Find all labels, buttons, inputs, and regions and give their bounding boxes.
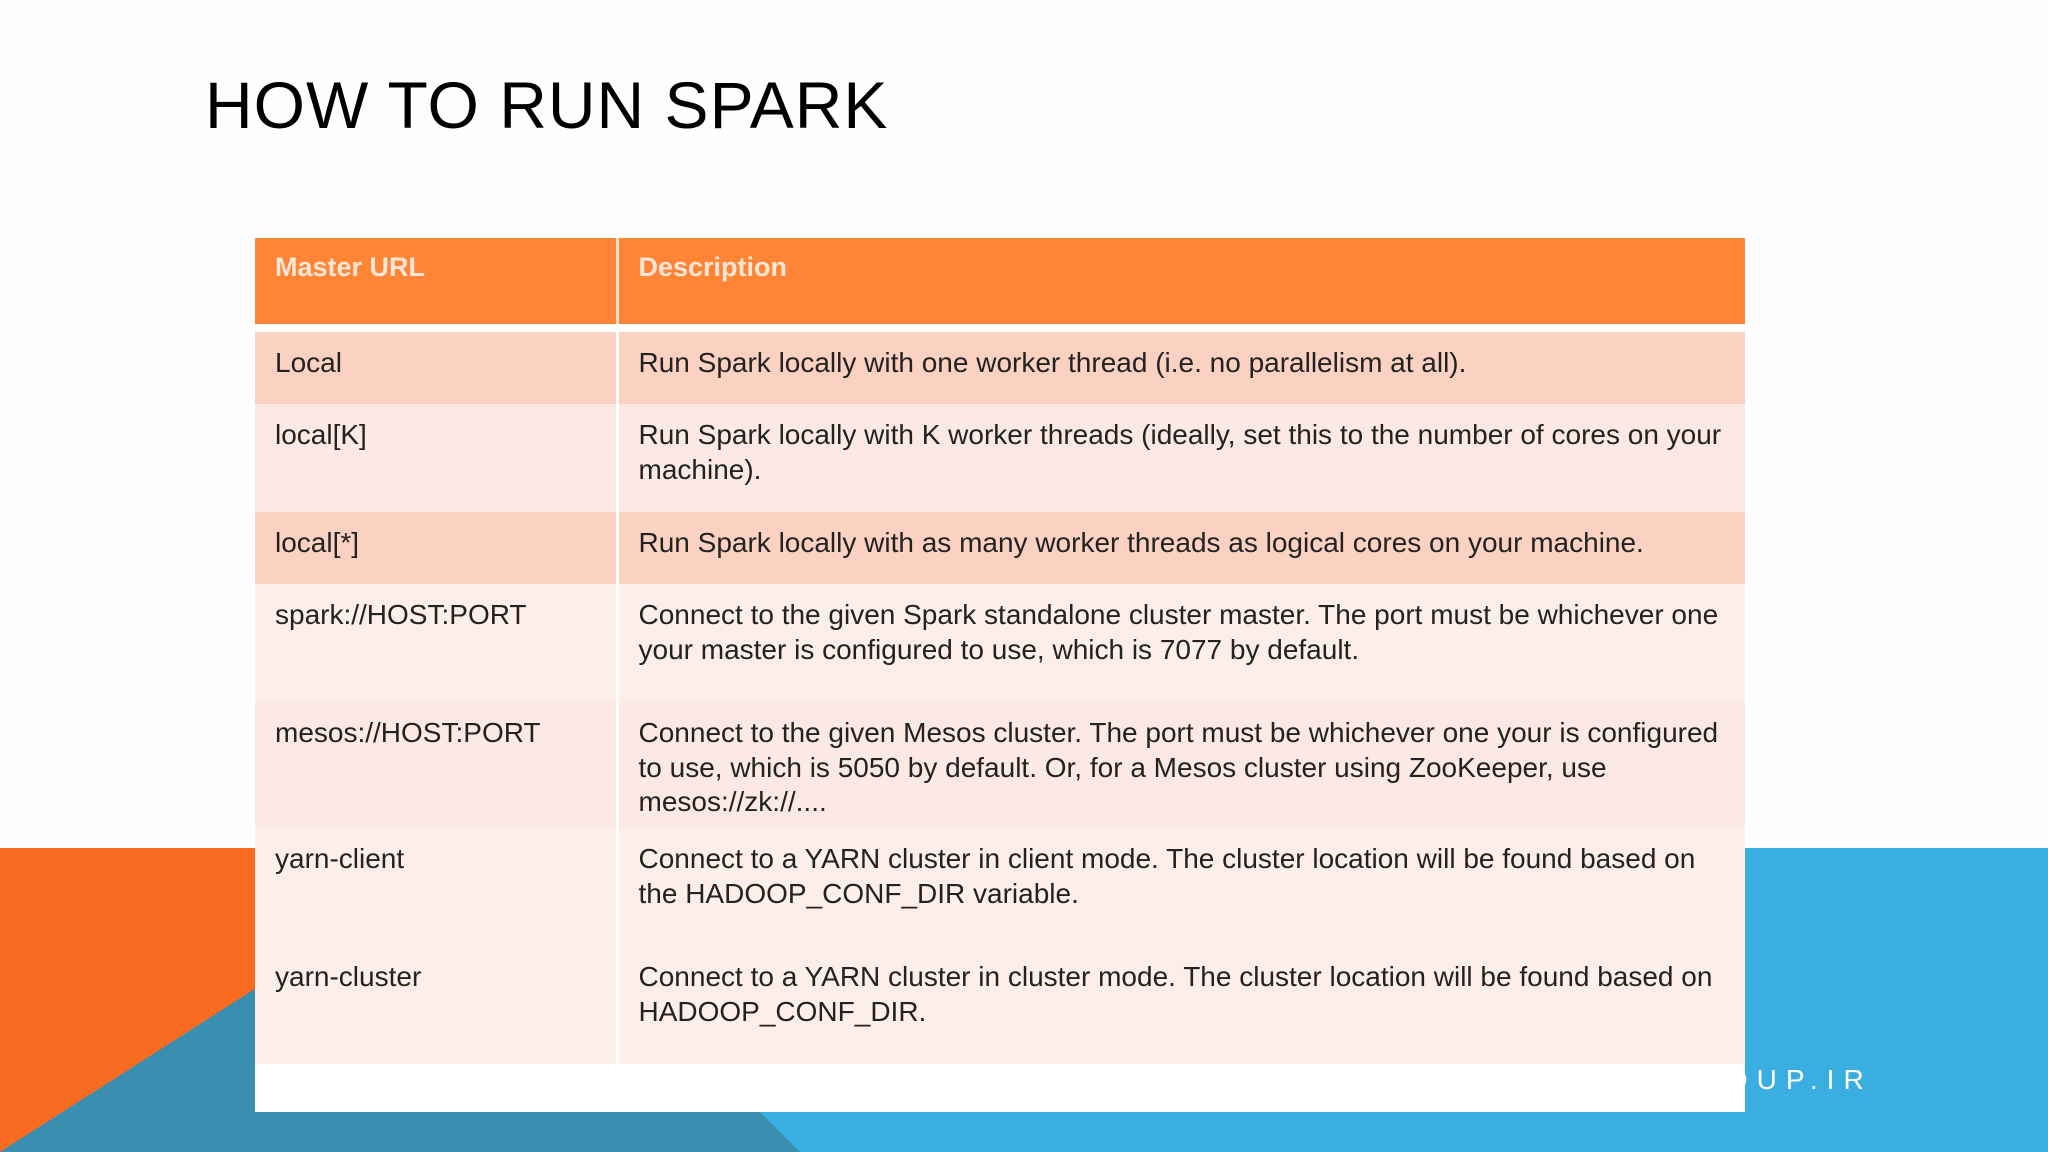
master-url-cell: local[K] (255, 404, 617, 512)
watermark-text: BIGDATAWORKGROUP.IR (1362, 1064, 1873, 1095)
column-header-description: Description (617, 238, 1745, 328)
table-row (255, 828, 1745, 946)
page-title: HOW TO RUN SPARK (205, 68, 889, 142)
blue-right-shape (1745, 848, 2048, 1152)
table-row (255, 404, 1745, 512)
column-header-master-url: Master URL (255, 238, 617, 328)
table-row (255, 512, 1745, 584)
master-url-cell: yarn-cluster (255, 946, 617, 1064)
master-url-cell: Local (255, 328, 617, 404)
description-cell: Run Spark locally with as many worker threads as logical cores on your machine. (617, 512, 1745, 584)
master-url-cell: mesos://HOST:PORT (255, 702, 617, 828)
table-row (255, 702, 1745, 828)
table-row (255, 328, 1745, 404)
table-header-row (255, 238, 1745, 328)
master-url-cell: yarn-client (255, 828, 617, 946)
description-cell: Connect to a YARN cluster in client mode. The cluster location will be found based on the HADOOP_CONF_DIR variable. (617, 828, 1745, 946)
description-cell: Run Spark locally with one worker thread (i.e. no parallelism at all). (617, 328, 1745, 404)
description-cell: Connect to a YARN cluster in cluster mode. The cluster location will be found based on HADOOP_CONF_DIR. (617, 946, 1745, 1064)
table-row (255, 584, 1745, 702)
master-url-table (255, 238, 1745, 1064)
master-url-cell: local[*] (255, 512, 617, 584)
table-row (255, 946, 1745, 1064)
master-url-cell: spark://HOST:PORT (255, 584, 617, 702)
description-cell: Run Spark locally with K worker threads (ideally, set this to the number of cores on your machine). (617, 404, 1745, 512)
description-cell: Connect to the given Mesos cluster. The port must be whichever one your is configured to use, which is 5050 by default. Or, for a Mesos cluster using ZooKeeper, use mesos://zk://.... (617, 702, 1745, 828)
master-url-table-panel (255, 238, 1745, 1112)
description-cell: Connect to the given Spark standalone cluster master. The port must be whichever one your master is configured to use, which is 7077 by default. (617, 584, 1745, 702)
